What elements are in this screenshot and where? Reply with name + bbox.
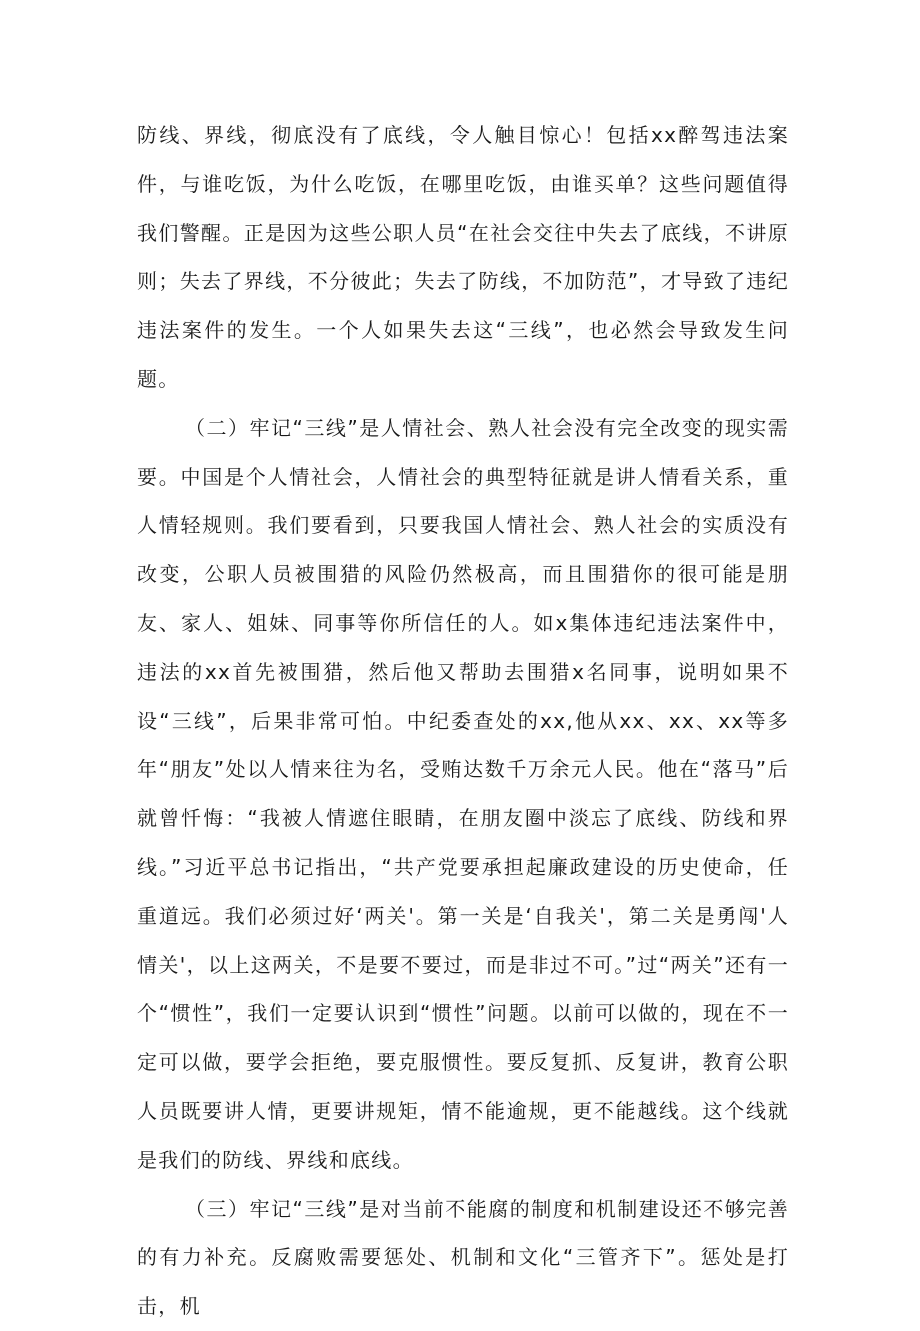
document-body <box>137 111 789 1331</box>
paragraph-2: （二）牢记“三线”是人情社会、熟人社会没有完全改变的现实需要。中国是个人情社会，人情社会的典型特征就是讲人情看关系，重人情轻规则。我们要看到，只要我国人情社会、熟人社会的实质没有改变，公职人员被围猎的风险仍然极高，而且围猎你的很可能是朋友、家人、姐妹、同事等你所信任的人。如x集体违纪违法案件中，违法的xx首先被围猎，然后他又帮助去围猎x名同事，说明如果不设“三线”，后果非常可怕。中纪委查处的xx,他从xx、xx、xx等多年“朋友”处以人情来往为名，受贿达数千万余元人民。他在“落马”后就曾忏悔：“我被人情遮住眼睛，在朋友圈中淡忘了底线、防线和界线。”习近平总书记指出，“共产党要承担起廉政建设的历史使命，任重道远。我们必须过好‘两关'。第一关是‘自我关'，第二关是勇闯'人情关'，以上这两关，不是要不要过，而是非过不可。”过“两关”还有一个“惯性”，我们一定要认识到“惯性”问题。以前可以做的，现在不一定可以做，要学会拒绝，要克服惯性。要反复抓、反复讲，教育公职人员既要讲人情，更要讲规矩，情不能逾规，更不能越线。这个线就是我们的防线、界线和底线。 <box>137 415 789 1172</box>
paragraph-3: （三）牢记“三线”是对当前不能腐的制度和机制建设还不够完善的有力补充。反腐败需要惩处、机制和文化“三管齐下”。惩处是打击，机 <box>137 1196 789 1319</box>
paragraph-1: 防线、界线，彻底没有了底线，令人触目惊心！包括xx醉驾违法案件，与谁吃饭，为什么吃饭，在哪里吃饭，由谁买单？这些问题值得我们警醒。正是因为这些公职人员“在社会交往中失去了底线，不讲原则；失去了界线，不分彼此；失去了防线，不加防范”，才导致了违纪违法案件的发生。一个人如果失去这“三线”，也必然会导致发生问题。 <box>137 123 789 391</box>
